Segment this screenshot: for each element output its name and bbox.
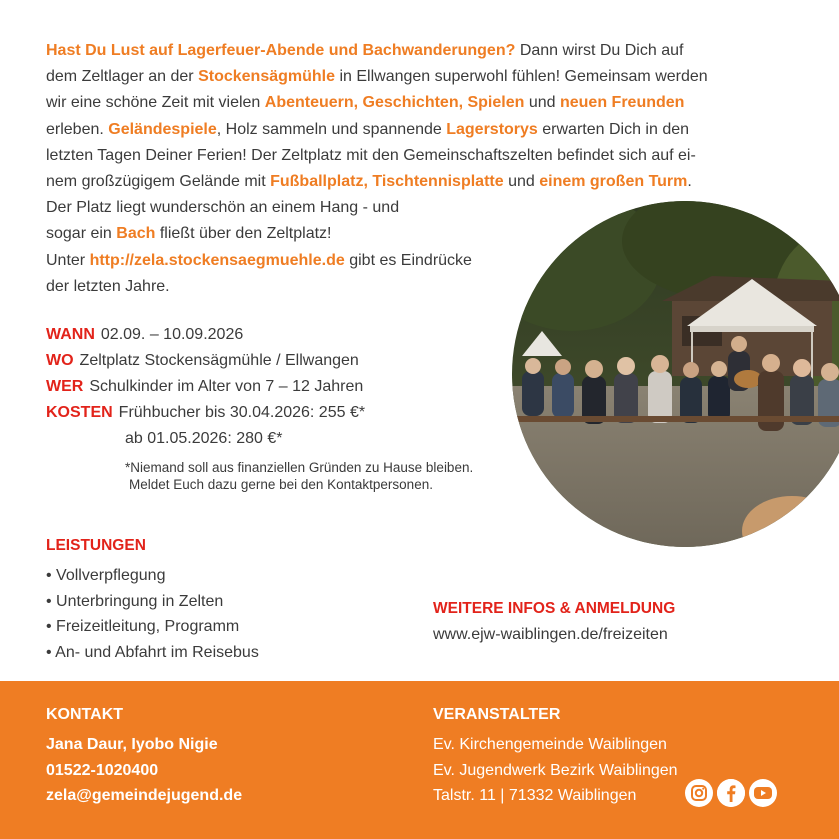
- leistungen-item: • Vollverpflegung: [46, 567, 166, 584]
- intro-highlight: http://zela.stockensaegmuehle.de: [89, 251, 345, 269]
- youtube-icon[interactable]: [749, 779, 777, 807]
- price-note: [125, 459, 473, 493]
- intro-text: Der Platz liegt wunderschön an einem Hang - und: [46, 199, 400, 217]
- intro-highlight: einem großen Turm: [539, 173, 688, 191]
- intro-highlight: Stockensägmühle: [198, 68, 336, 86]
- wann-row: [46, 326, 243, 344]
- wer-label: WER: [46, 378, 84, 395]
- intro-highlight: Bach: [116, 225, 156, 243]
- contact-phone[interactable]: 01522-1020400: [46, 761, 159, 779]
- intro-line: [46, 143, 806, 169]
- kosten-row: [46, 404, 365, 422]
- leistungen-item: • Unterbringung in Zelten: [46, 592, 224, 610]
- intro-text: und: [503, 173, 540, 191]
- kontakt-section: [46, 706, 242, 809]
- registration-link[interactable]: www.ejw-waiblingen.de/freizeiten: [433, 626, 668, 643]
- leistungen-item: • Freizeitleitung, Programm: [46, 618, 240, 635]
- intro-text: Unter: [46, 251, 90, 269]
- intro-line: [46, 169, 806, 195]
- wo-value: Zeltplatz Stockensägmühle / Ellwangen: [79, 352, 359, 369]
- leistungen-item: • An- und Abfahrt im Reisebus: [46, 643, 259, 661]
- intro-line: [46, 64, 806, 90]
- intro-highlight: Lagerstorys: [446, 120, 538, 138]
- intro-text: gibt es Eindrücke: [344, 251, 472, 269]
- camp-photo-illustration: [512, 201, 839, 547]
- wann-label: WANN: [46, 326, 95, 343]
- intro-text: dem Zeltlager an der: [46, 68, 199, 86]
- intro-highlight: Geländespiele: [108, 120, 217, 138]
- wann-value: 02.09. – 10.09.2026: [100, 326, 244, 343]
- social-icons: [685, 779, 777, 807]
- weitere-infos-section: [433, 600, 675, 644]
- intro-text: sogar ein: [46, 225, 117, 243]
- intro-text: , Holz sammeln und spannende: [216, 120, 447, 138]
- intro-highlight: Abenteuern, Geschichten, Spielen: [264, 94, 525, 112]
- intro-line: [46, 117, 806, 143]
- intro-text: .: [687, 173, 692, 191]
- intro-text: nem großzügigem Gelände mit: [46, 173, 271, 191]
- camp-photo: [512, 201, 839, 547]
- intro-text: wir eine schöne Zeit mit vielen: [46, 94, 265, 112]
- wer-row: [46, 378, 363, 396]
- intro-text: Dann wirst Du Dich auf: [515, 42, 684, 59]
- intro-highlight: Fußballplatz, Tischtennisplatte: [270, 173, 504, 191]
- contact-names: Jana Daur, Iyobo Nigie: [46, 736, 218, 753]
- leistungen-heading: LEISTUNGEN: [46, 537, 146, 554]
- intro-text: in Ellwangen superwohl fühlen! Gemeinsam werden: [335, 68, 708, 86]
- intro-line: [46, 38, 806, 64]
- kontakt-heading: KONTAKT: [46, 706, 124, 723]
- kosten-value-early: Frühbucher bis 30.04.2026: 255 €*: [118, 404, 366, 421]
- weitere-infos-heading: WEITERE INFOS & ANMELDUNG: [433, 600, 676, 617]
- note-line-1: *Niemand soll aus finanziellen Gründen zu Hause bleiben.: [125, 460, 474, 475]
- instagram-icon[interactable]: [685, 779, 713, 807]
- intro-highlight: neuen Freunden: [559, 94, 685, 112]
- veranstalter-section: [433, 706, 678, 809]
- wo-row: [46, 352, 359, 370]
- kosten-label: KOSTEN: [46, 404, 113, 421]
- intro-text: fließt über den Zeltplatz!: [155, 225, 332, 243]
- intro-text: der letzten Jahre.: [46, 277, 170, 295]
- intro-highlight: Hast Du Lust auf Lagerfeuer-Abende und Bachwanderungen?: [46, 42, 516, 59]
- wo-label: WO: [46, 352, 74, 369]
- veranstalter-line-2: Ev. Jugendwerk Bezirk Waiblingen: [433, 761, 678, 779]
- veranstalter-heading: VERANSTALTER: [433, 706, 561, 723]
- veranstalter-line-1: Ev. Kirchengemeinde Waiblingen: [433, 736, 667, 753]
- intro-text: und: [524, 94, 560, 112]
- kosten-row-2: [125, 430, 282, 448]
- intro-line: [46, 90, 806, 116]
- intro-text: erwarten Dich in den: [537, 120, 690, 138]
- intro-text: letzten Tagen Deiner Ferien! Der Zeltplatz mit den Gemeinschaftszelten befindet sich auf ei-: [46, 146, 696, 164]
- facebook-icon[interactable]: [717, 779, 745, 807]
- leistungen-section: [46, 537, 259, 665]
- intro-text: erleben.: [46, 120, 109, 138]
- wer-value: Schulkinder im Alter von 7 – 12 Jahren: [89, 378, 364, 395]
- note-line-2: Meldet Euch dazu gerne bei den Kontaktpersonen.: [129, 477, 433, 492]
- footer-bar: [0, 681, 839, 839]
- kosten-value-late: ab 01.05.2026: 280 €*: [125, 430, 283, 447]
- contact-email[interactable]: zela@gemeindejugend.de: [46, 787, 243, 804]
- veranstalter-line-3: Talstr. 11 | 71332 Waiblingen: [433, 787, 637, 804]
